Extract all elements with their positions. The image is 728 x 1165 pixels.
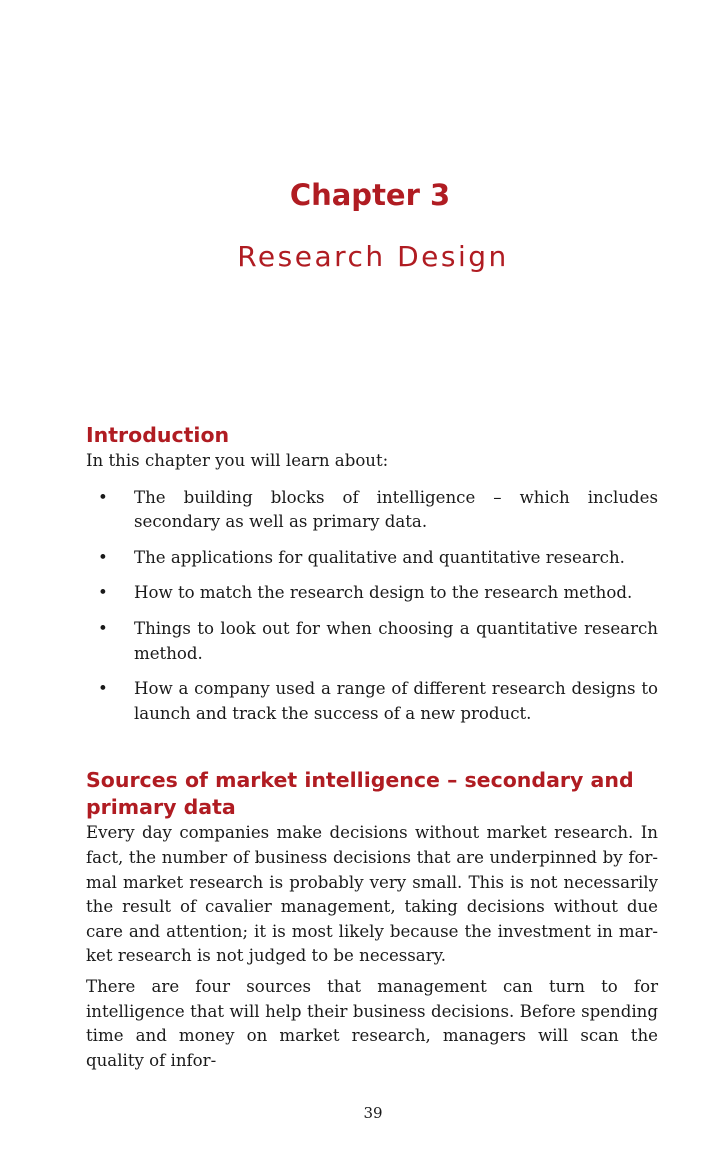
chapter-number: Chapter 3 <box>289 178 451 212</box>
bullet-icon: • <box>98 679 108 699</box>
page-number: 39 <box>363 1104 383 1122</box>
list-item <box>86 486 658 535</box>
list-item-text: How to match the research design to the research method. <box>134 583 633 603</box>
list-item <box>86 617 658 666</box>
chapter-title: Research Design <box>237 240 509 273</box>
page-body <box>86 422 658 1073</box>
bullet-icon: • <box>98 583 108 603</box>
body-paragraph: Every day companies make decisions without market research. In fact, the number of business decisions that are underpinned by for-mal market research is probably very small. This is not necessarily the result of cavalier management, taking decisions without due care and attention; it is most likely because the investment in mar-ket research is not judged to be necessary. <box>86 823 658 966</box>
learning-objectives-list <box>86 486 658 727</box>
section-heading: Sources of market intelligence – secondary and primary data <box>86 768 634 820</box>
list-item-text: The building blocks of intelligence – which includes secondary as well as primary data. <box>134 487 658 532</box>
list-item-text: Things to look out for when choosing a quantitative research method. <box>134 618 658 663</box>
list-item <box>86 581 658 606</box>
bullet-icon: • <box>98 547 108 567</box>
bullet-icon: • <box>98 618 108 638</box>
introduction-heading: Introduction <box>86 423 230 447</box>
list-item <box>86 546 658 571</box>
list-item-text: The applications for qualitative and quantitative research. <box>134 547 625 567</box>
body-paragraph: There are four sources that management can turn to for intelligence that will help their business decisions. Before spending time and money on market research, managers will scan the quality of infor- <box>86 976 658 1070</box>
list-item <box>86 677 658 726</box>
introduction-lead: In this chapter you will learn about: <box>86 451 389 470</box>
bullet-icon: • <box>98 487 108 507</box>
list-item-text: How a company used a range of different research designs to launch and track the success of a new product. <box>134 679 658 723</box>
sources-section <box>86 767 658 1073</box>
